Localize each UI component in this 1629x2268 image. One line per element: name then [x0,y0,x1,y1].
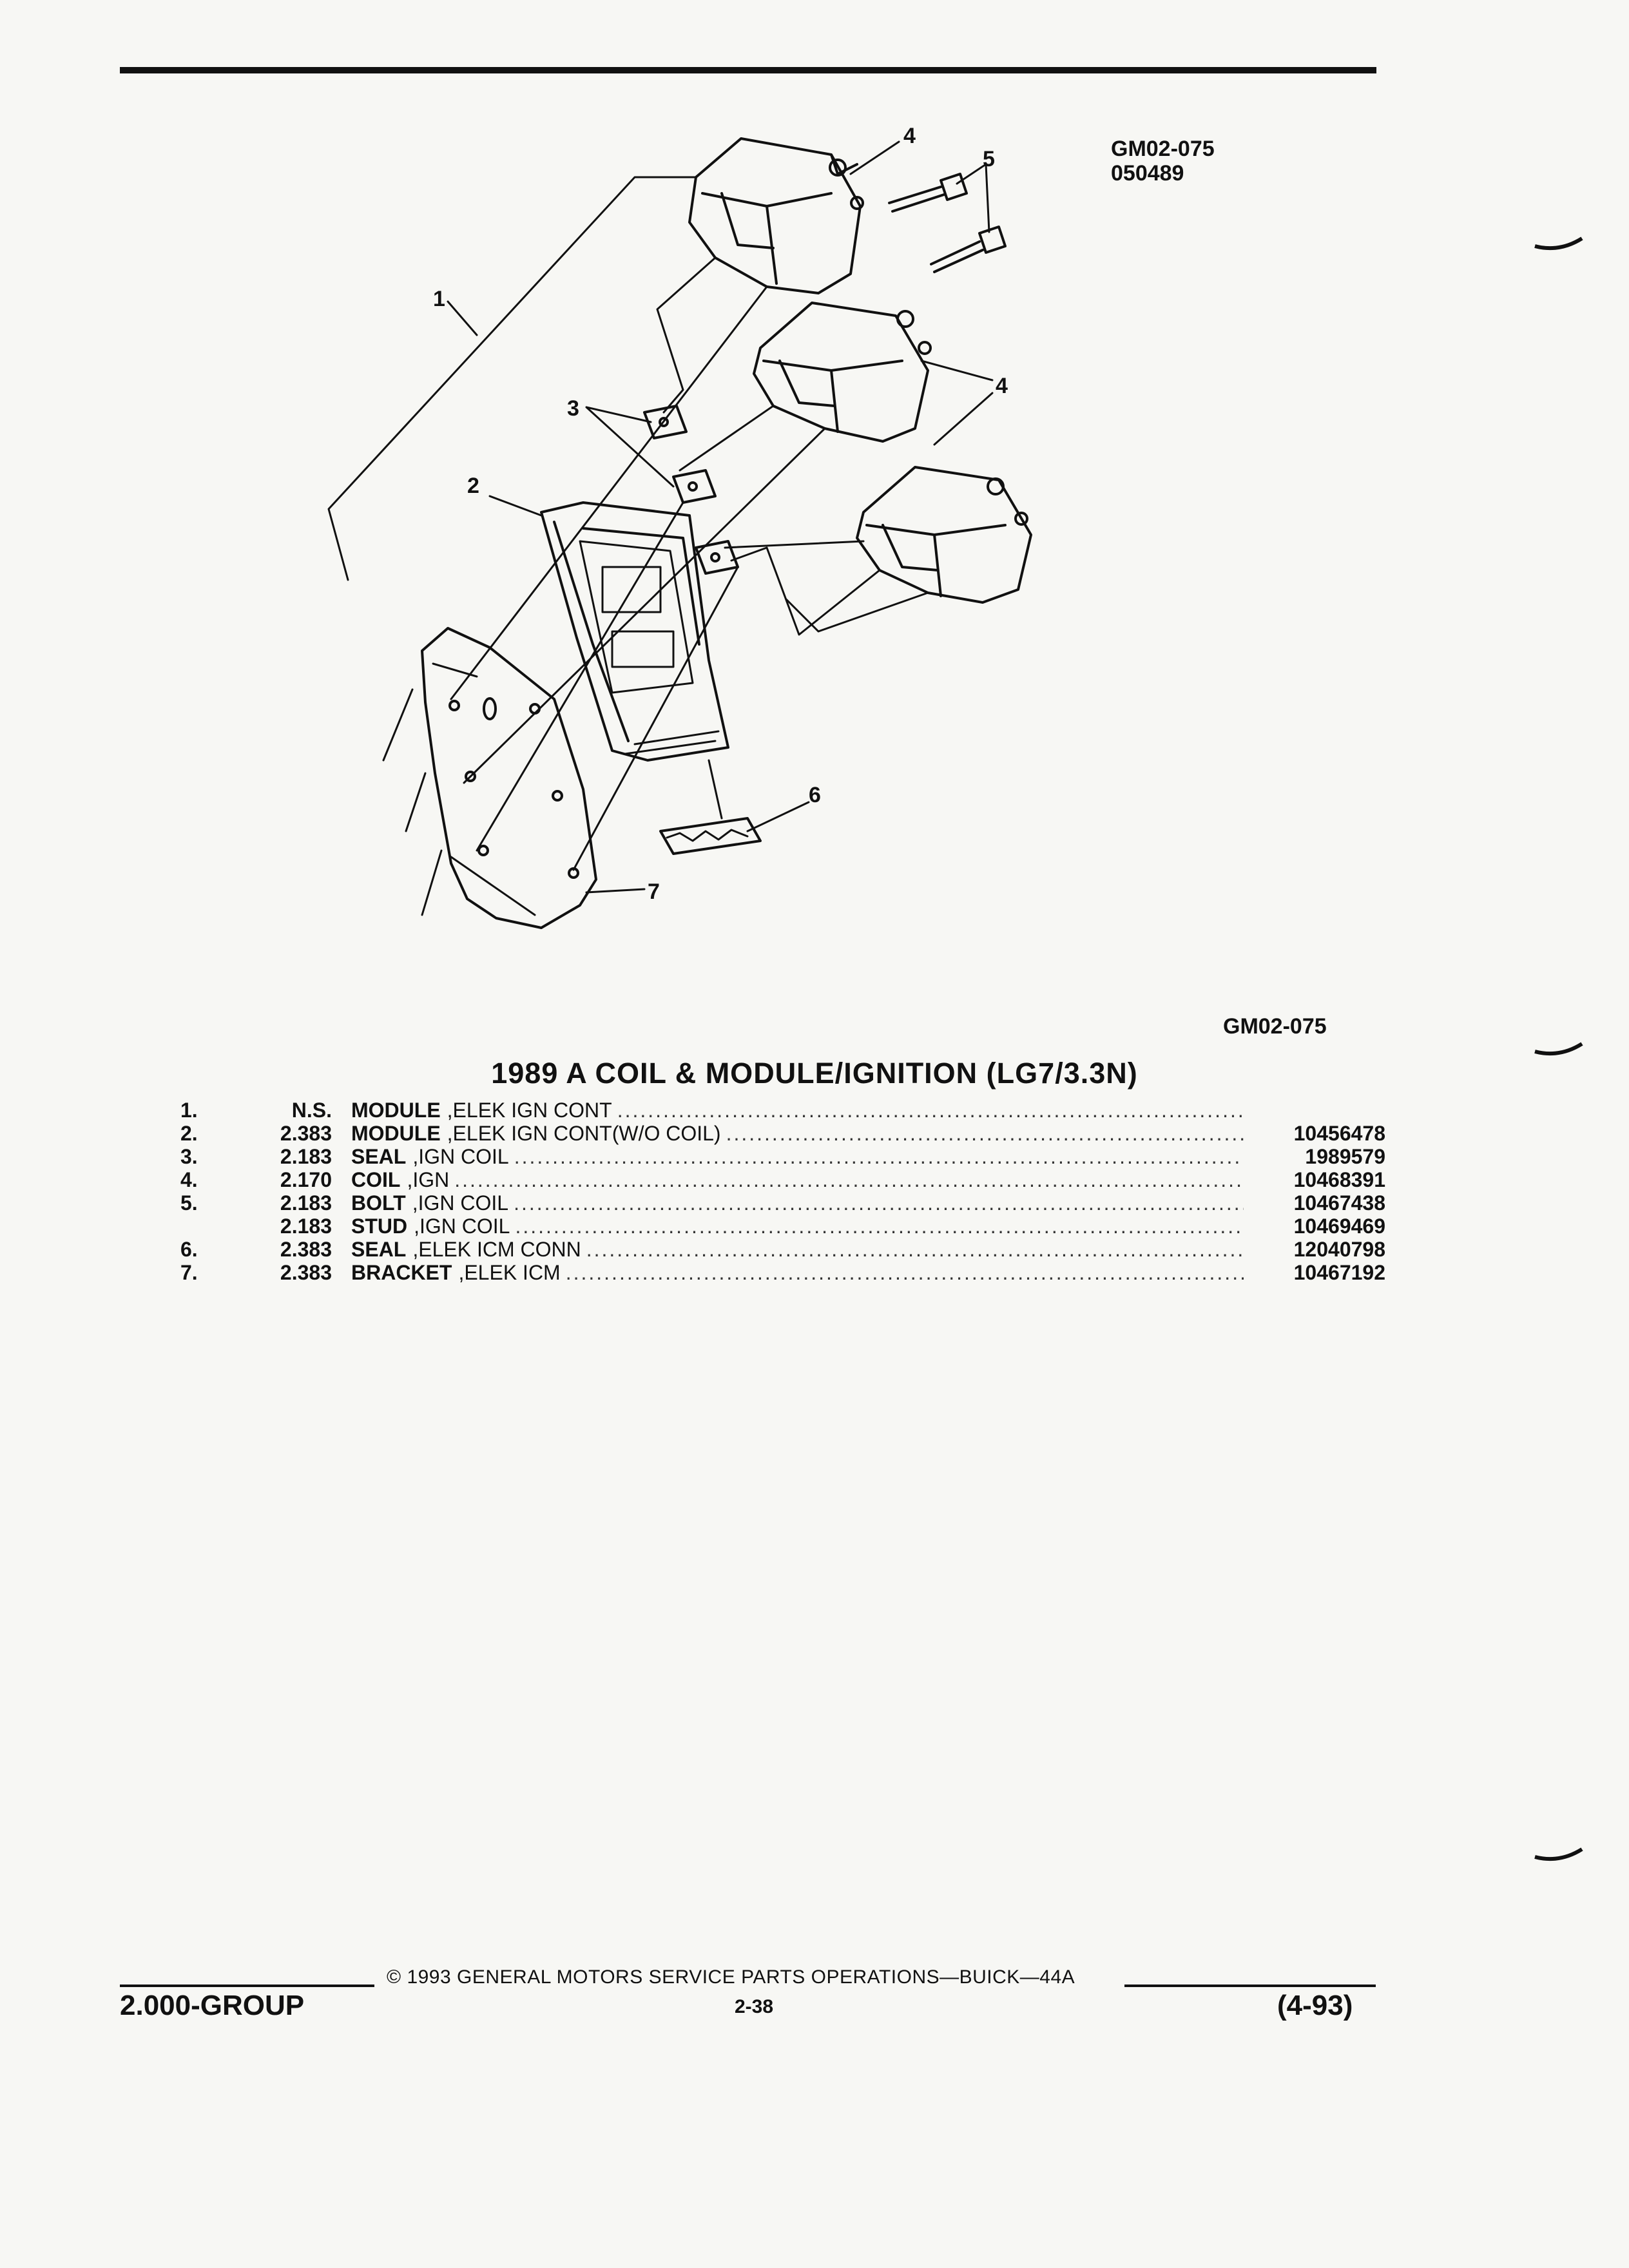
group-number: 2.183 [280,1145,332,1168]
exploded-parts-diagram [0,0,1629,1005]
coil-part-middle [754,303,930,441]
revision-date: (4-93) [1277,1990,1353,2021]
part-name: MODULE [351,1122,441,1145]
part-qualifier: ,ELEK ICM [458,1261,561,1284]
leader-dots [454,1168,1244,1192]
footer-rule-right [1124,1984,1376,1987]
part-description [351,1261,1244,1285]
part-qualifier: ,ELEK ICM CONN [412,1238,581,1261]
leader-dots [586,1238,1244,1262]
page-number: 2-38 [735,1996,774,2017]
part-name: COIL [351,1168,401,1191]
callout-3: 3 [567,396,579,421]
parts-row [180,1145,1385,1168]
group-number: N.S. [291,1099,332,1122]
ref-number: 5. [180,1191,198,1215]
leader-dots [514,1145,1244,1169]
binder-mark [1534,1844,1585,1870]
part-description [351,1145,1244,1169]
part-description [351,1122,1244,1146]
connector-seal-part [660,818,760,854]
callout-4-middle: 4 [996,374,1008,398]
copyright-notice: © 1993 GENERAL MOTORS SERVICE PARTS OPERATIONS—BUICK—44A [387,1966,1075,1988]
parts-row [180,1215,1385,1238]
group-number: 2.170 [280,1168,332,1191]
part-qualifier: ,IGN [407,1168,450,1191]
parts-row [180,1191,1385,1215]
coil-part-top [689,139,863,293]
figure-code: GM02-075 [1111,137,1215,161]
parts-row [180,1168,1385,1191]
part-description [351,1238,1244,1262]
callout-5: 5 [983,147,995,171]
part-name: MODULE [351,1099,441,1122]
coil-part-bottom [857,467,1031,602]
seal-parts [644,406,738,573]
group-number: 2.183 [280,1215,332,1238]
callout-6: 6 [809,783,821,807]
part-qualifier: ,IGN COIL [412,1145,509,1168]
parts-row [180,1238,1385,1261]
group-number: 2.383 [280,1238,332,1261]
part-description [351,1099,1244,1122]
part-number: 10468391 [1293,1168,1385,1191]
parts-row [180,1122,1385,1145]
part-number: 12040798 [1293,1238,1385,1261]
part-description [351,1191,1244,1215]
part-description [351,1215,1244,1238]
section-title: 1989 A COIL & MODULE/IGNITION (LG7/3.3N) [491,1057,1138,1090]
callout-4-top: 4 [903,124,916,148]
footer-rule-left [120,1984,374,1987]
leader-dots [617,1099,1244,1122]
part-number: 1989579 [1305,1145,1385,1168]
ref-number: 7. [180,1261,198,1284]
part-number: 10456478 [1293,1122,1385,1145]
parts-list [180,1099,1385,1284]
group-label: 2.000-GROUP [120,1990,305,2021]
part-name: BOLT [351,1191,406,1215]
parts-row [180,1261,1385,1284]
part-qualifier: ,IGN COIL [412,1191,509,1215]
group-number: 2.383 [280,1122,332,1145]
ref-number: 3. [180,1145,198,1168]
callout-2: 2 [467,474,479,498]
ref-number: 2. [180,1122,198,1145]
ref-number: 4. [180,1168,198,1191]
binder-mark [1534,233,1585,259]
part-number: 10467438 [1293,1191,1385,1215]
part-description [351,1168,1244,1192]
callout-1: 1 [433,287,445,311]
figure-code-block [1111,137,1215,186]
leader-dots [515,1215,1244,1238]
callout-7: 7 [648,879,660,904]
part-qualifier: ,ELEK IGN CONT(W/O COIL) [447,1122,721,1145]
parts-row [180,1099,1385,1122]
leader-dots [514,1191,1244,1215]
part-number: 10467192 [1293,1261,1385,1284]
part-name: SEAL [351,1238,407,1261]
group-number: 2.183 [280,1191,332,1215]
leader-dots [566,1261,1244,1285]
part-name: SEAL [351,1145,407,1168]
part-number: 10469469 [1293,1215,1385,1238]
part-name: STUD [351,1215,408,1238]
part-name: BRACKET [351,1261,452,1284]
bracket-part [422,628,596,928]
leader-dots [726,1122,1244,1146]
group-number: 2.383 [280,1261,332,1284]
ref-number: 1. [180,1099,198,1122]
part-qualifier: ,ELEK IGN CONT [447,1099,612,1122]
binder-mark [1534,1039,1585,1064]
part-qualifier: ,IGN COIL [414,1215,510,1238]
ref-number: 6. [180,1238,198,1261]
figure-date: 050489 [1111,161,1184,186]
module-part [541,503,728,760]
figure-code-repeat: GM02-075 [1223,1014,1327,1039]
